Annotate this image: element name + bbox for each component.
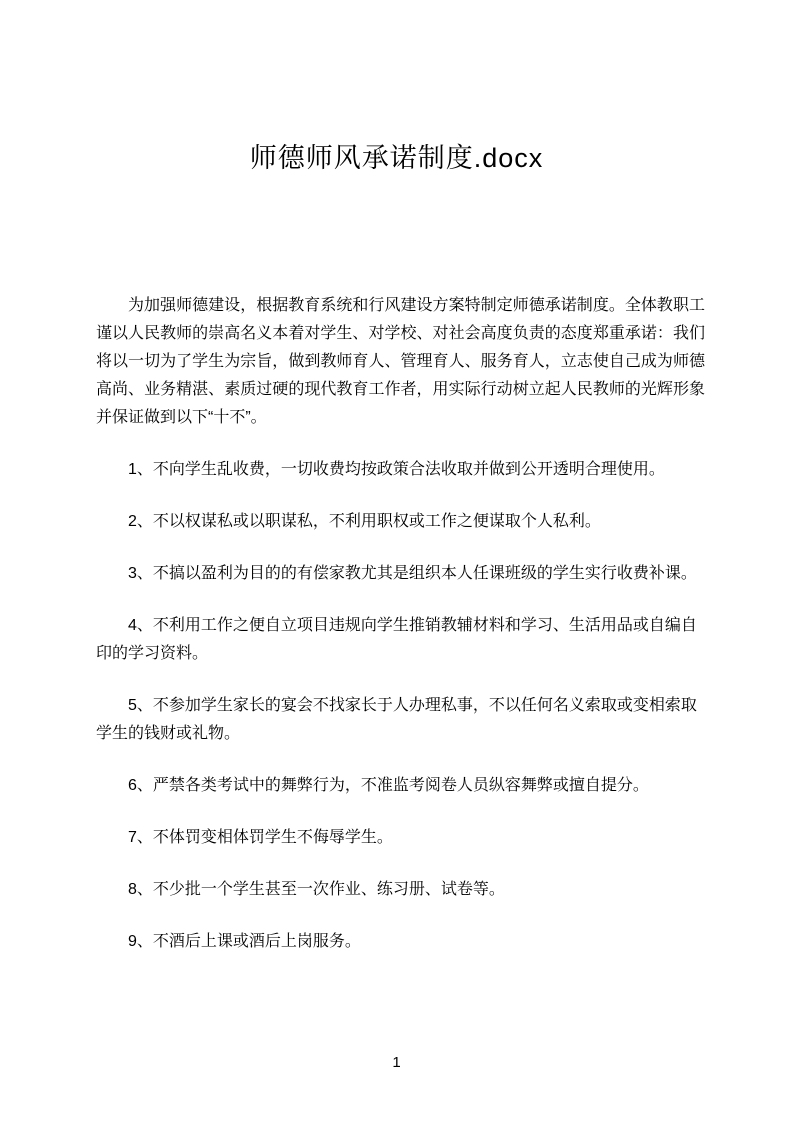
list-item-5: 5、不参加学生家长的宴会不找家长于人办理私事，不以任何名义索取或变相索取学生的钱财或礼物。 xyxy=(96,697,697,742)
list-item-2: 2、不以权谋私或以职谋私，不利用职权或工作之便谋取个人私利。 xyxy=(128,513,601,530)
list-item-6: 6、严禁各类考试中的舞弊行为，不准监考阅卷人员纵容舞弊或擅自提分。 xyxy=(128,777,649,794)
list-item-3: 3、不搞以盈利为目的的有偿家教尤其是组织本人任课班级的学生实行收费补课。 xyxy=(128,565,697,582)
document-body xyxy=(96,292,705,956)
list-item-9: 9、不酒后上课或酒后上岗服务。 xyxy=(128,933,361,950)
list-item-4: 4、不利用工作之便自立项目违规向学生推销教辅材料和学习、生活用品或自编自印的学习资料。 xyxy=(96,617,697,662)
list-item-1: 1、不向学生乱收费，一切收费均按政策合法收取并做到公开透明合理使用。 xyxy=(128,461,665,478)
document-title: 师德师风承诺制度.docx xyxy=(249,143,544,173)
intro-paragraph: 为加强师德建设，根据教育系统和行风建设方案特制定师德承诺制度。全体教职工谨以人民教师的崇高名义本着对学生、对学校、对社会高度负责的态度郑重承诺：我们将以一切为了学生为宗旨，做到教师育人、管理育人、服务育人，立志使自己成为师德高尚、业务精湛、素质过硬的现代教育工作者，用实际行动树立起人民教师的光辉形象并保证做到以下“十不”。 xyxy=(96,297,705,426)
list-item-8: 8、不少批一个学生甚至一次作业、练习册、试卷等。 xyxy=(128,881,505,898)
list-item-7: 7、不体罚变相体罚学生不侮辱学生。 xyxy=(128,829,393,846)
page-number: 1 xyxy=(392,1054,401,1071)
